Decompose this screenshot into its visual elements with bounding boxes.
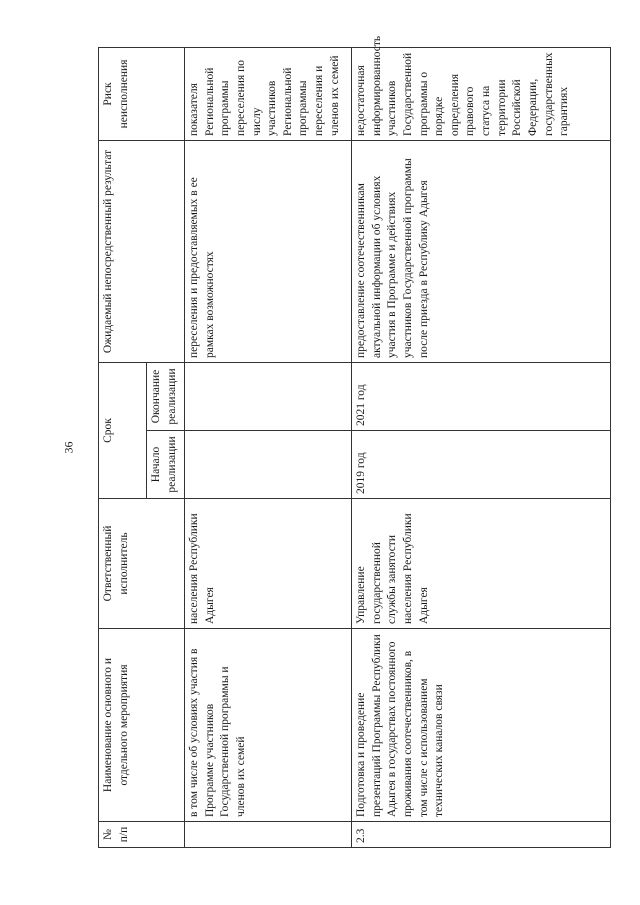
header-end: Окончание реализации — [147, 362, 185, 430]
page-number: 36 — [61, 441, 76, 454]
cell-name: в том числе об условиях участия в Программе участников Государственной программы и членов их семей — [185, 629, 352, 822]
measures-table — [98, 35, 611, 848]
cell-end — [185, 362, 352, 430]
header-term: Срок — [99, 362, 147, 498]
cell-result: предоставление соотечественникам актуальной информации об условиях участия в Программе и действиях участников Государственной программы после приезда в Республику Адыгея — [352, 140, 611, 362]
cell-start — [185, 431, 352, 499]
rotated-table-container — [98, 35, 610, 848]
cell-risk: недостаточная информированность участников Государственной программы о порядке определения правового статуса на территории Российской Федерации, государственных гарантиях — [352, 47, 611, 140]
header-no: № п/п — [99, 822, 185, 848]
cell-risk: показателя Региональной программы переселения по числу участников Региональной программы переселения и членов их семей — [185, 47, 352, 140]
table-row — [185, 47, 352, 847]
table-row — [352, 47, 611, 847]
cell-no — [185, 822, 352, 848]
cell-end: 2021 год — [352, 362, 611, 430]
header-name: Наименование основного и отдельного мероприятия — [99, 629, 185, 822]
header-start: Начало реализации — [147, 431, 185, 499]
header-result: Ожидаемый непосредственный результат — [99, 140, 185, 362]
table-header-row — [99, 47, 147, 847]
cell-no: 2.3 — [352, 822, 611, 848]
cell-start: 2019 год — [352, 431, 611, 499]
header-executor: Ответственный исполнитель — [99, 499, 185, 629]
cell-name: Подготовка и проведение презентаций Программы Республики Адыгея в государствах постоянного проживания соотечественников, в том числе с использованием технических каналов связи — [352, 629, 611, 822]
header-risk: Риск неисполнения — [99, 47, 185, 140]
cell-result: переселения и предоставляемых в ее рамках возможностях — [185, 140, 352, 362]
cell-executor: Управление государственной службы занятости населения Республики Адыгея — [352, 499, 611, 629]
cell-executor: населения Республики Адыгея — [185, 499, 352, 629]
